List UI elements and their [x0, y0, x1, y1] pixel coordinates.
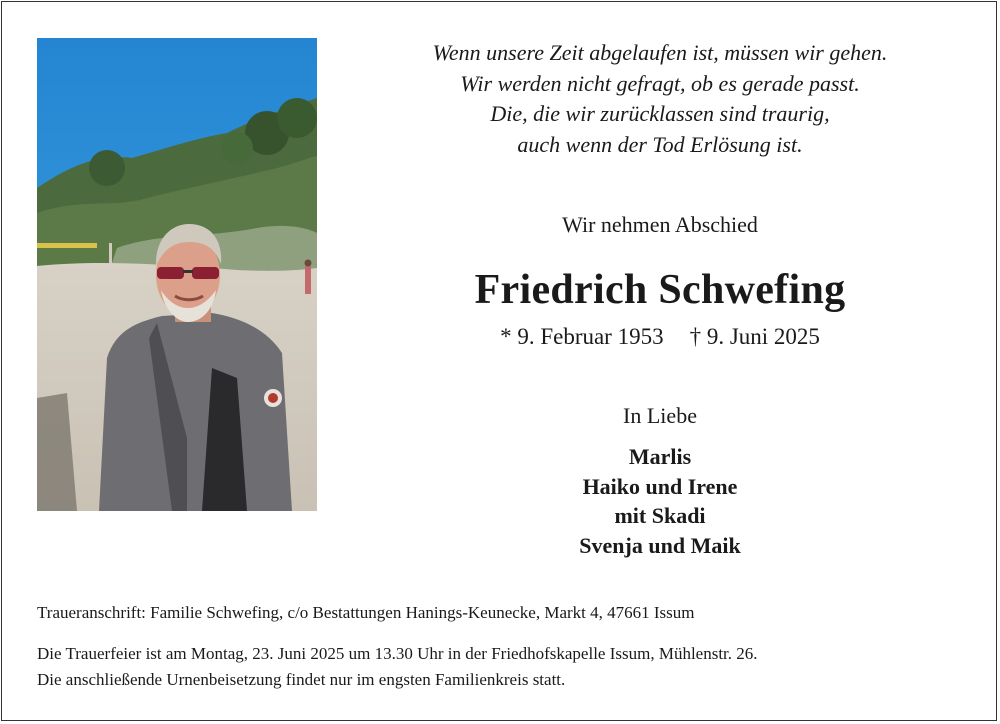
- ceremony-line: Die Trauerfeier ist am Montag, 23. Juni 2025 um 13.30 Uhr in der Friedhofskapelle Issum, Mühlenstr. 26.: [37, 644, 758, 663]
- portrait-photo: [37, 38, 317, 511]
- death-date: † 9. Juni 2025: [689, 324, 820, 349]
- family-member: mit Skadi: [614, 503, 706, 528]
- life-dates: [342, 324, 978, 350]
- poem-line: Wenn unsere Zeit abgelaufen ist, müssen wir gehen.: [432, 40, 888, 65]
- mourning-address: Traueranschrift: Familie Schwefing, c/o Bestattungen Hanings-Keunecke, Markt 4, 47661 Issum: [37, 603, 695, 622]
- portrait-image: [37, 38, 317, 511]
- ceremony-line: Die anschließende Urnenbeisetzung findet nur im engsten Familienkreis statt.: [37, 670, 566, 689]
- family-list: [342, 442, 978, 560]
- poem-line: auch wenn der Tod Erlösung ist.: [517, 131, 803, 157]
- family-member: Marlis: [628, 444, 692, 469]
- obituary-card: [1, 1, 997, 721]
- birth-date: * 9. Februar 1953: [500, 324, 664, 349]
- ceremony-info: [37, 641, 977, 693]
- poem-line: Wir werden nicht gefragt, ob es gerade passt.: [460, 70, 860, 96]
- farewell-heading: Wir nehmen Abschied: [562, 212, 758, 237]
- family-member: Svenja und Maik: [579, 532, 741, 558]
- poem: [342, 38, 978, 160]
- poem-line: Die, die wir zurücklassen sind traurig,: [490, 101, 830, 126]
- family-member: Haiko und Irene: [582, 473, 738, 499]
- deceased-name: Friedrich Schwefing: [474, 267, 846, 313]
- in-love-label: In Liebe: [623, 403, 697, 428]
